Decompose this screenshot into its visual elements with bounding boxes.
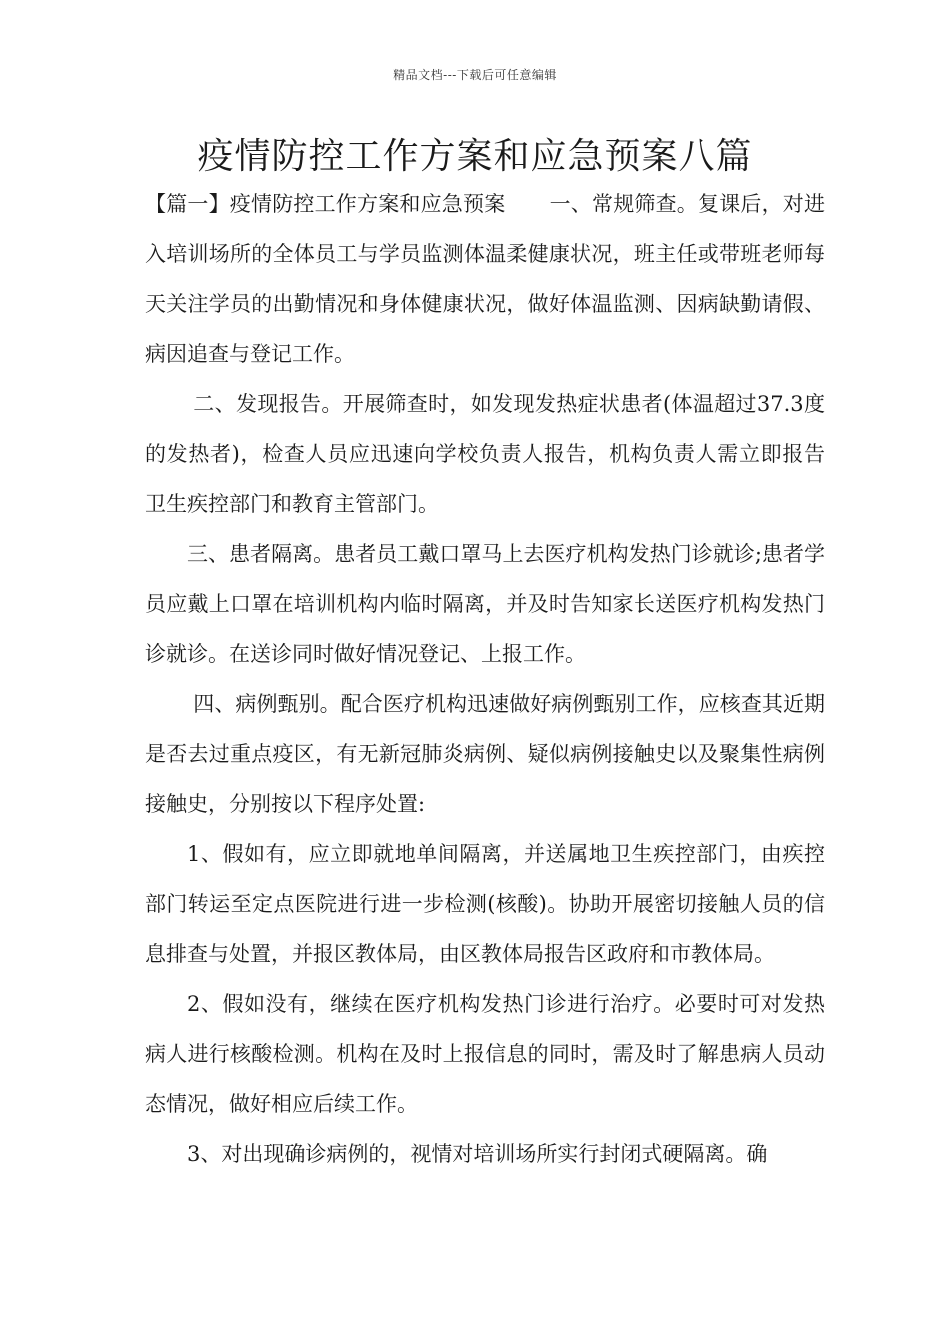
- document-title: 疫情防控工作方案和应急预案八篇: [197, 136, 753, 177]
- paragraph-7: 3、对出现确诊病例的，视情对培训场所实行封闭式硬隔离。确: [187, 1142, 768, 1166]
- paragraph-3: 三、患者隔离。患者员工戴口罩马上去医疗机构发热门诊就诊;患者学员应戴上口罩在培训机构内临时隔离，并及时告知家长送医疗机构发热门诊就诊。在送诊同时做好情况登记、上报工作。: [145, 542, 825, 666]
- section-label: 【篇一】疫情防控工作方案和应急预案: [145, 192, 506, 216]
- paragraph-2: 二、发现报告。开展筛查时，如发现发热症状患者(体温超过37.3度的发热者)，检查人员应迅速向学校负责人报告，机构负责人需立即报告卫生疾控部门和教育主管部门。: [145, 392, 825, 516]
- paragraph-6: 2、假如没有，继续在医疗机构发热门诊进行治疗。必要时可对发热病人进行核酸检测。机构在及时上报信息的同时，需及时了解患病人员动态情况，做好相应后续工作。: [145, 992, 825, 1116]
- header-note: 精品文档---下载后可任意编辑: [393, 68, 557, 82]
- paragraph-1: [145, 179, 825, 379]
- paragraph-4: 四、病例甄别。配合医疗机构迅速做好病例甄别工作，应核查其近期是否去过重点疫区，有无新冠肺炎病例、疑似病例接触史以及聚集性病例接触史，分别按以下程序处置:: [145, 692, 825, 816]
- paragraph-5: 1、假如有，应立即就地单间隔离，并送属地卫生疾控部门，由疾控部门转运至定点医院进行进一步检测(核酸)。协助开展密切接触人员的信息排查与处置，并报区教体局，由区教体局报告区政府和市教体局。: [145, 842, 825, 966]
- paragraph-1-text: 一、常规筛查。复课后，对进入培训场所的全体员工与学员监测体温柔健康状况，班主任或带班老师每天关注学员的出勤情况和身体健康状况，做好体温监测、因病缺勤请假、病因追查与登记工作。: [145, 192, 826, 366]
- document-body: [145, 179, 825, 1179]
